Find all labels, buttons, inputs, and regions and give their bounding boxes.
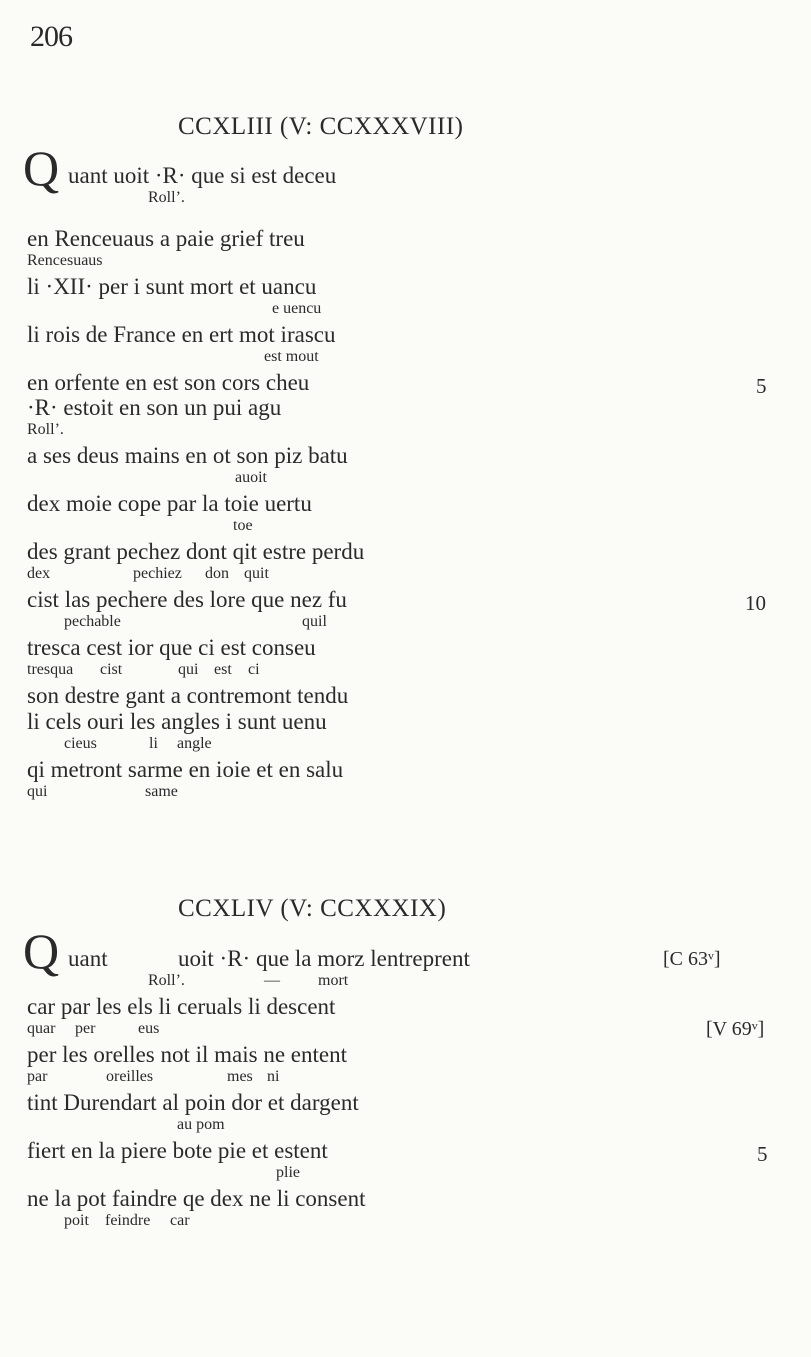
- poem1-variant-6: Roll’.: [27, 421, 64, 438]
- poem1-dropcap: Q: [23, 140, 60, 196]
- poem1-line-8: dex moie cope par la toie uertu: [27, 491, 312, 516]
- poem1-line-9: des grant pechez dont qit estre perdu: [27, 539, 365, 564]
- poem1-variant-9c: don: [205, 565, 229, 582]
- poem2-variant-6c: car: [170, 1212, 190, 1229]
- poem1-variant-10a: pechable: [64, 613, 121, 630]
- poem2-line-number-5: 5: [757, 1142, 768, 1166]
- poem1-variant-13a: cieus: [64, 735, 97, 752]
- poem1-line-11: tresca cest ior que ci est conseu: [27, 635, 316, 660]
- poem1-line-4: li rois de France en ert mot irascu: [27, 322, 336, 347]
- line-number-5: 5: [756, 374, 767, 398]
- poem2-line-6: ne la pot faindre qe dex ne li consent: [27, 1186, 366, 1211]
- poem2-variant-3a: par: [27, 1068, 48, 1085]
- poem2-line-2: car par les els li ceruals li descent: [27, 994, 336, 1019]
- poem1-line-12: son destre gant a contremont tendu: [27, 683, 349, 708]
- poem2-variant-2c: eus: [138, 1020, 160, 1037]
- poem2-variant-4: au pom: [177, 1116, 225, 1133]
- poem1-line-1: uant uoit ·R· que si est deceu: [68, 163, 337, 188]
- line-number-10: 10: [745, 591, 766, 615]
- poem2-line-1a: uant: [68, 946, 108, 971]
- poem1-variant-11a: tresqua: [27, 661, 74, 678]
- poem1-variant-14b: same: [145, 783, 178, 800]
- poem2-variant-2b: per: [75, 1020, 96, 1037]
- poem1-heading: CCXLIII (V: CCXXXVIII): [178, 113, 464, 140]
- poem1-variant-11b: cist: [100, 661, 123, 678]
- poem1-variant-9b: pechiez: [133, 565, 182, 582]
- poem1-variant-10b: quil: [302, 613, 327, 630]
- poem2-line-3: per les orelles not il mais ne entent: [27, 1042, 347, 1067]
- poem1-line-3: li ·XII· per i sunt mort et uancu: [27, 274, 317, 299]
- poem2-variant-1b: —: [264, 972, 280, 989]
- poem1-variant-11d: est: [214, 661, 232, 678]
- poem2-dropcap: Q: [23, 923, 60, 979]
- poem2-variant-3b: oreilles: [106, 1068, 154, 1085]
- sigla-v: [V 69ᵛ]: [706, 1018, 765, 1040]
- poem2-variant-3c: mes: [227, 1068, 253, 1085]
- poem1-variant-11c: qui: [178, 661, 199, 678]
- poem2-line-5: fiert en la piere bote pie et estent: [27, 1138, 328, 1163]
- poem1-line-2: en Renceuaus a paie grief treu: [27, 226, 305, 251]
- sigla-c: [C 63ᵛ]: [663, 948, 721, 970]
- poem2-variant-6b: feindre: [105, 1212, 151, 1229]
- poem1-variant-14a: qui: [27, 783, 48, 800]
- poem1-variant-4: est mout: [264, 348, 319, 365]
- poem2-heading: CCXLIV (V: CCXXXIX): [178, 895, 447, 922]
- poem1-line-10: cist las pechere des lore que nez fu: [27, 587, 347, 612]
- poem1-variant-11e: ci: [248, 661, 260, 678]
- poem1-variant-8: toe: [233, 517, 253, 534]
- poem1-variant-13b: li: [149, 735, 158, 752]
- poem1-variant-9a: dex: [27, 565, 51, 582]
- poem1-line-6: ·R· estoit en son un pui agu: [27, 395, 282, 420]
- poem1-variant-13c: angle: [177, 735, 212, 752]
- poem2-variant-1a: Roll’.: [148, 972, 185, 989]
- poem1-variant-3: e uencu: [272, 300, 322, 317]
- poem2-variant-5: plie: [276, 1164, 300, 1181]
- poem1-line-7: a ses deus mains en ot son piz batu: [27, 443, 348, 468]
- poem1-variant-1: Roll’.: [148, 189, 185, 206]
- page-number: 206: [30, 20, 72, 53]
- poem2-variant-6a: poit: [64, 1212, 89, 1229]
- poem2-variant-2a: quar: [27, 1020, 56, 1037]
- poem2-variant-3d: ni: [267, 1068, 280, 1085]
- poem2-line-4: tint Durendart al poin dor et dargent: [27, 1090, 359, 1115]
- poem1-line-13: li cels ouri les angles i sunt uenu: [27, 709, 327, 734]
- poem1-variant-7: auoit: [235, 469, 267, 486]
- poem1-line-14: qi metront sarme en ioie et en salu: [27, 757, 344, 782]
- poem1-line-5: en orfente en est son cors cheu: [27, 370, 310, 395]
- poem2-line-1b: uoit ·R· que la morz lentreprent: [178, 946, 470, 971]
- poem1-variant-9d: quit: [244, 565, 269, 582]
- poem2-variant-1c: mort: [318, 972, 349, 989]
- poem1-variant-2: Rencesuaus: [27, 252, 103, 269]
